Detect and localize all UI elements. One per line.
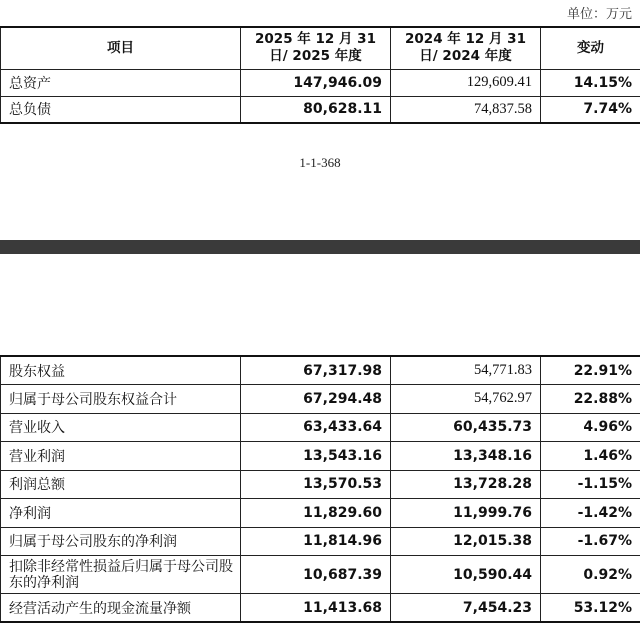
row-label: 归属于母公司股东权益合计 [1,385,241,414]
table-row [1,96,640,123]
row-label: 营业利润 [1,442,241,471]
row-label: 总负债 [1,96,241,123]
value-2025: 13,543.16 [241,442,391,471]
value-2025: 10,687.39 [241,556,391,594]
table-row [1,594,640,623]
change-value: -1.67% [541,527,640,556]
row-label: 经营活动产生的现金流量净额 [1,594,241,623]
row-label: 总资产 [1,69,241,96]
table-row [1,499,640,528]
value-2024: 54,771.83 [391,356,541,385]
value-2024: 12,015.38 [391,527,541,556]
header-2024: 2024 年 12 月 31 日/ 2024 年度 [391,27,541,69]
financial-table-bottom [0,355,640,623]
change-value: 1.46% [541,442,640,471]
value-2025: 147,946.09 [241,69,391,96]
value-2025: 67,294.48 [241,385,391,414]
header-change: 变动 [541,27,640,69]
change-value: 7.74% [541,96,640,123]
table-row [1,556,640,594]
value-2024: 13,348.16 [391,442,541,471]
header-item: 项目 [1,27,241,69]
page-number: 1-1-368 [299,155,341,170]
change-value: 22.88% [541,385,640,414]
value-2024: 10,590.44 [391,556,541,594]
row-label: 净利润 [1,499,241,528]
value-2025: 80,628.11 [241,96,391,123]
change-value: 14.15% [541,69,640,96]
row-label: 归属于母公司股东的净利润 [1,527,241,556]
table-row [1,385,640,414]
value-2024: 13,728.28 [391,470,541,499]
value-2024: 129,609.41 [391,69,541,96]
table-row [1,442,640,471]
value-2025: 11,814.96 [241,527,391,556]
change-value: 0.92% [541,556,640,594]
table-row [1,356,640,385]
change-value: -1.15% [541,470,640,499]
value-2025: 63,433.64 [241,413,391,442]
financial-table-top [0,26,640,124]
change-value: 22.91% [541,356,640,385]
value-2024: 60,435.73 [391,413,541,442]
table-header-row [1,27,640,69]
table-row [1,470,640,499]
page-break-divider [0,240,640,254]
value-2025: 11,413.68 [241,594,391,623]
value-2024: 54,762.97 [391,385,541,414]
row-label: 利润总额 [1,470,241,499]
unit-label: 单位：万元 [566,7,632,22]
value-2024: 11,999.76 [391,499,541,528]
change-value: 53.12% [541,594,640,623]
value-2024: 7,454.23 [391,594,541,623]
value-2024: 74,837.58 [391,96,541,123]
value-2025: 13,570.53 [241,470,391,499]
header-2025: 2025 年 12 月 31 日/ 2025 年度 [241,27,391,69]
value-2025: 67,317.98 [241,356,391,385]
row-label: 股东权益 [1,356,241,385]
change-value: 4.96% [541,413,640,442]
value-2025: 11,829.60 [241,499,391,528]
table-row [1,69,640,96]
table-row [1,527,640,556]
table-row [1,413,640,442]
change-value: -1.42% [541,499,640,528]
row-label: 扣除非经常性损益后归属于母公司股东的净利润 [1,556,241,594]
row-label: 营业收入 [1,413,241,442]
